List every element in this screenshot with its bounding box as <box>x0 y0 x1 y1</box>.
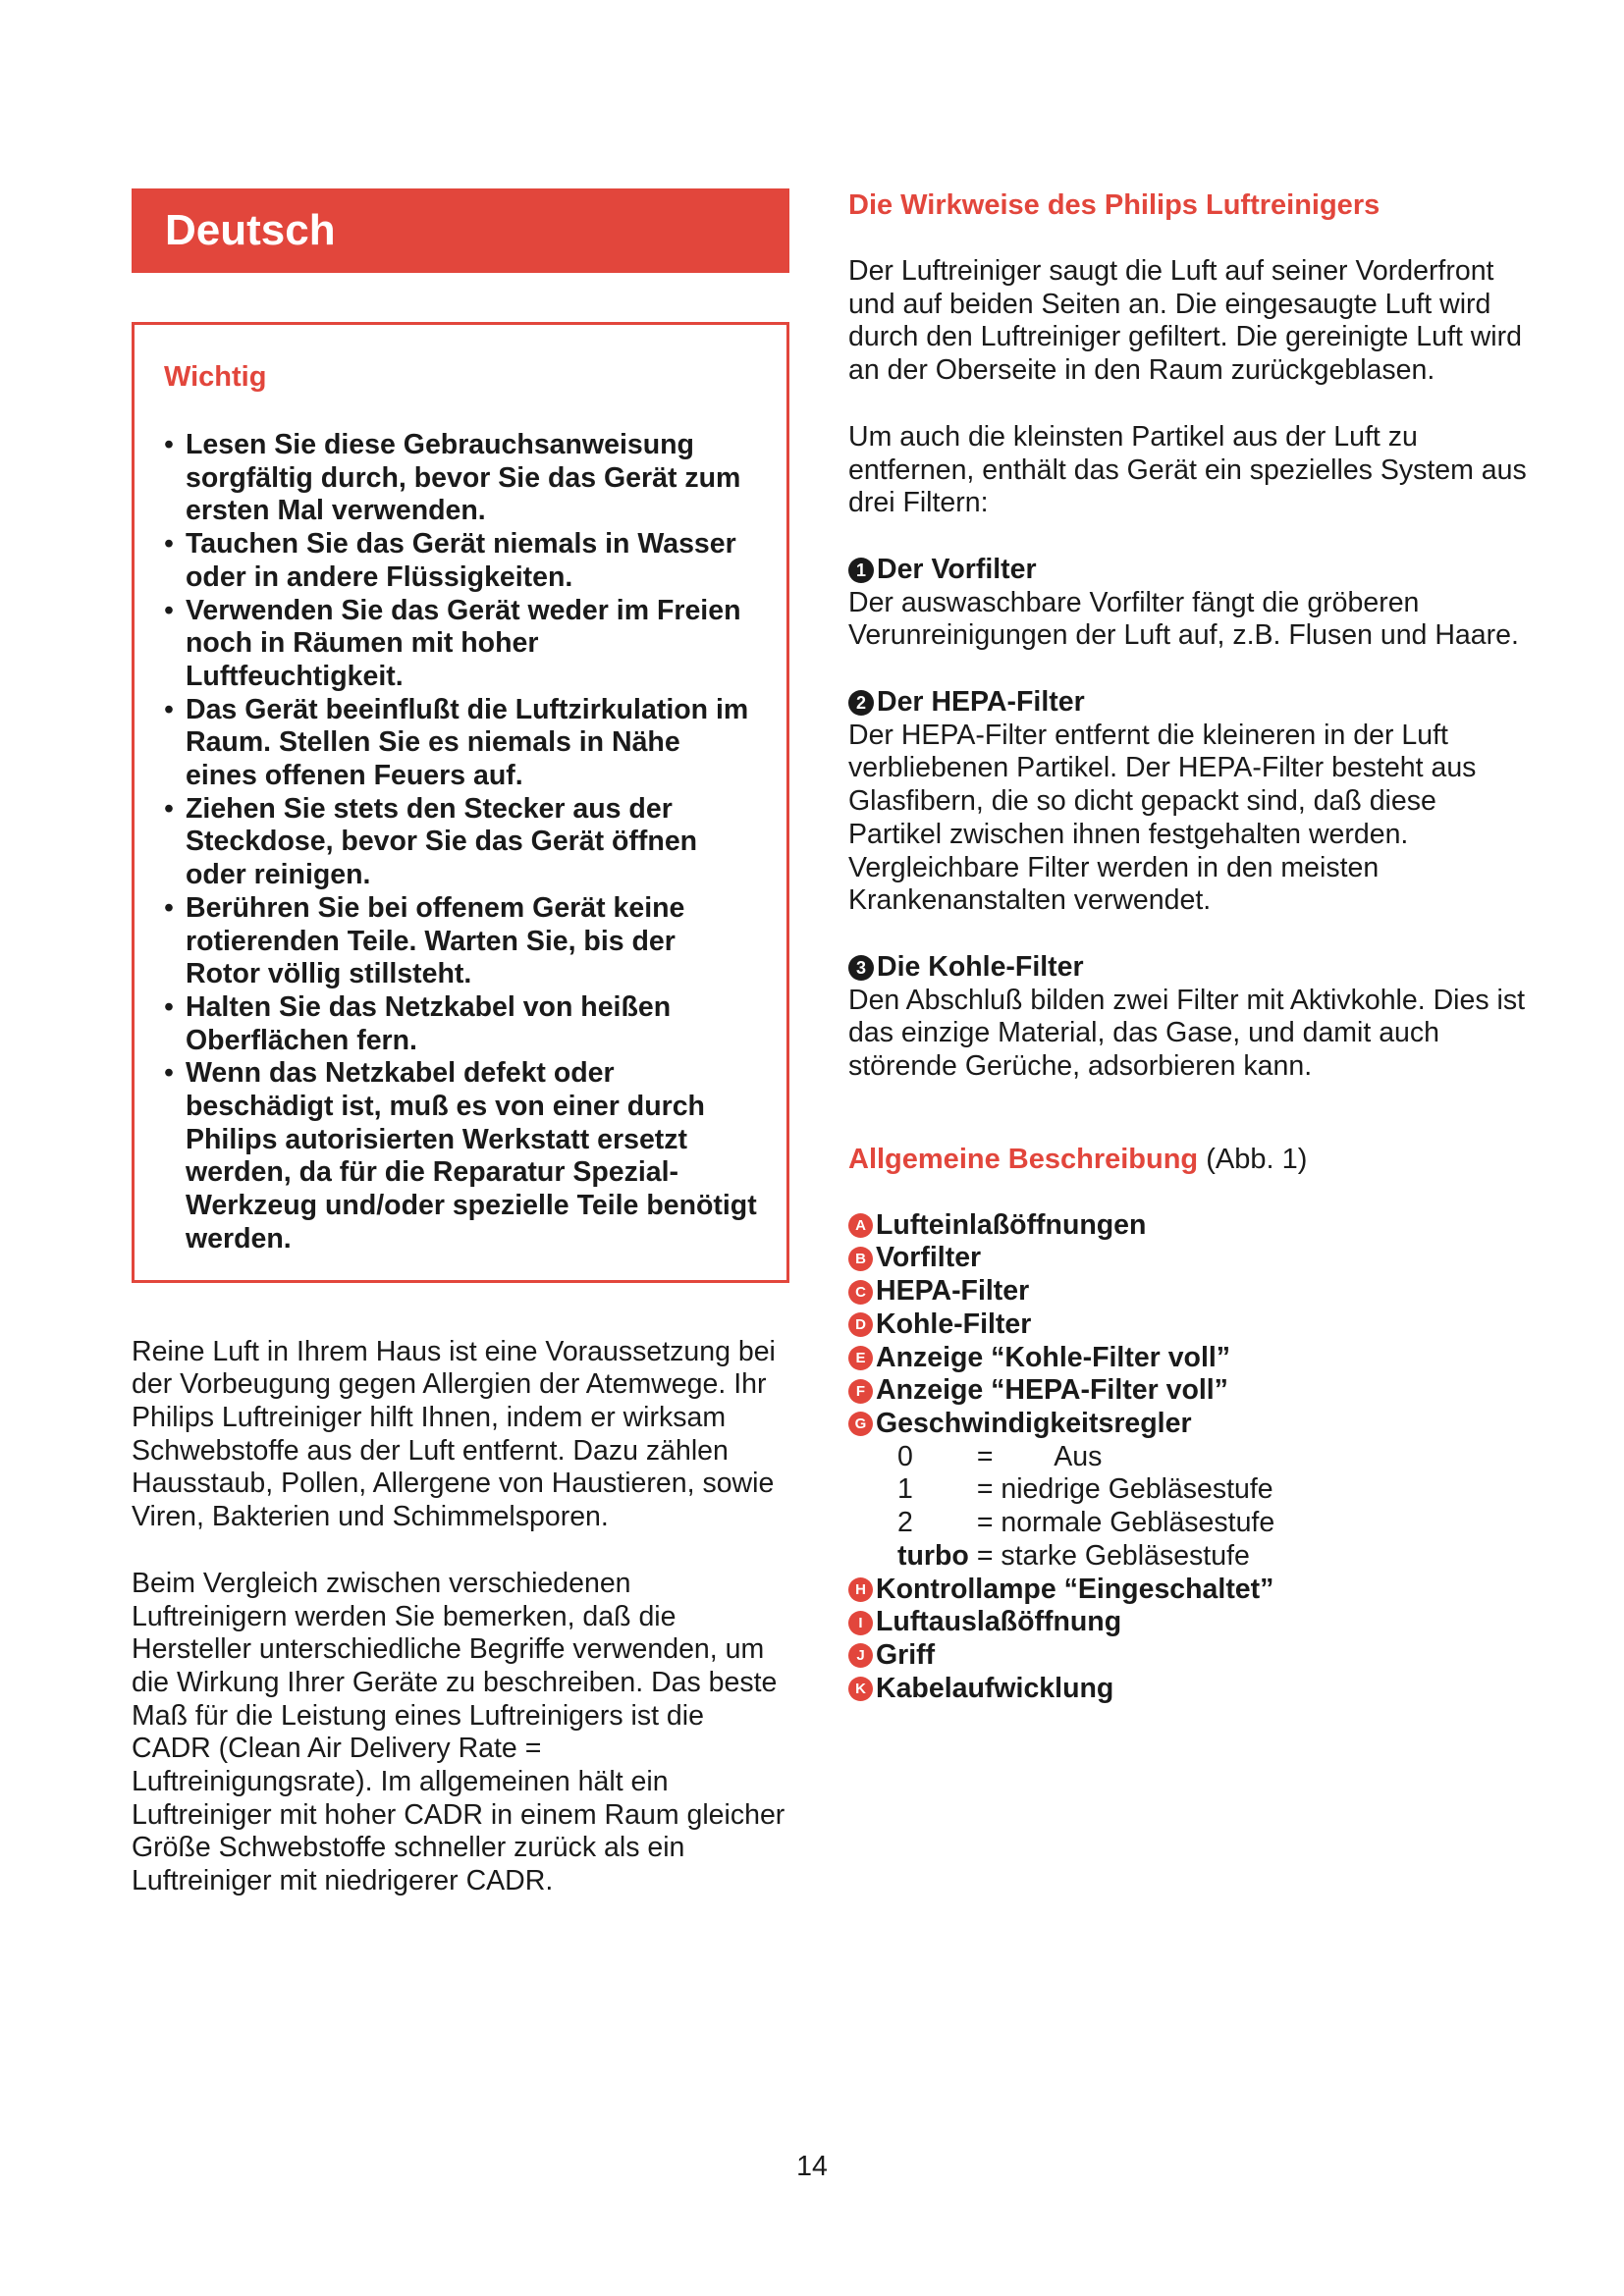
general-description-heading <box>848 1143 1536 1176</box>
part-item <box>848 1242 1536 1275</box>
warning-item: • Verwenden Sie das Gerät weder im Freien noch in Räumen mit hoher Luftfeuchtigkeit. <box>164 595 757 694</box>
part-item <box>848 1574 1536 1607</box>
filter-name: Die Kohle-Filter <box>877 950 1084 983</box>
part-label: Kontrollampe “Eingeschaltet” <box>876 1573 1274 1605</box>
warning-item: • Halten Sie das Netzkabel von heißen Oberflächen fern. <box>164 991 757 1057</box>
filter-prefilter <box>848 554 1536 653</box>
letter-g-icon: G <box>848 1412 873 1436</box>
letter-d-icon: D <box>848 1312 873 1337</box>
letter-c-icon: C <box>848 1280 873 1305</box>
filter-title <box>848 686 1536 720</box>
warning-item: • Lesen Sie diese Gebrauchsanweisung sorgfältig durch, bevor Sie das Gerät zum ersten Mal verwenden. <box>164 429 757 528</box>
filter-title <box>848 951 1536 985</box>
letter-b-icon: B <box>848 1247 873 1271</box>
speed-key: 1 <box>897 1473 913 1506</box>
warning-item: • Tauchen Sie das Gerät niemals in Wasser oder in andere Flüssigkeiten. <box>164 528 757 594</box>
number-3-icon: 3 <box>848 955 874 981</box>
intro-paragraph: Reine Luft in Ihrem Haus ist eine Voraussetzung bei der Vorbeugung gegen Allergien der Atemwege. Ihr Philips Luftreiniger hilft Ihnen, indem er wirksam Schwebstoffe aus der Luft entfernt. Dazu zählen Hausstaub, Pollen, Allergene von Haustieren, sowie Viren, Bakterien und Schimmelsporen. <box>132 1335 776 1533</box>
filter-description: Der HEPA-Filter entfernt die kleineren in der Luft verbliebenen Partikel. Der HEPA-Filter besteht aus Glasfibern, die so dicht gepackt sind, daß diese Partikel zwischen ihnen festgehalten werden. Vergleichbare Filter werden in den meisten Krankenanstalten verwendet. <box>848 719 1477 917</box>
important-notice-box <box>132 322 789 1283</box>
filter-title <box>848 554 1536 587</box>
part-label: Kohle-Filter <box>876 1308 1032 1340</box>
parts-list <box>848 1209 1536 1441</box>
page-number: 14 <box>796 2151 828 2182</box>
number-2-icon: 2 <box>848 690 874 716</box>
letter-e-icon: E <box>848 1346 873 1370</box>
filter-description: Den Abschluß bilden zwei Filter mit Aktivkohle. Dies ist das einzige Material, das Gase, und damit auch störende Gerüche, adsorbieren kann. <box>848 984 1526 1083</box>
letter-h-icon: H <box>848 1577 873 1602</box>
cadr-paragraph: Beim Vergleich zwischen verschiedenen Luftreinigern werden Sie bemerken, daß die Hersteller unterschiedliche Begriffe verwenden, um die Wirkung Ihrer Geräte zu beschreiben. Das beste Maß für die Leistung eines Luftreinigers ist die CADR (Clean Air Delivery Rate = Luftreinigungsrate). Im allgemeinen hält ein Luftreiniger mit hoher CADR in einem Raum gleicher Größe Schwebstoffe schneller zurück als ein Luftreiniger mit niedrigerer CADR. <box>132 1567 785 1897</box>
part-item <box>848 1209 1536 1243</box>
right-column <box>848 188 1536 1705</box>
filter-system-paragraph: Um auch die kleinsten Partikel aus der Luft zu entfernen, enthält das Gerät ein spezielles System aus drei Filtern: <box>848 420 1527 519</box>
part-item <box>848 1606 1536 1639</box>
part-label: Kabelaufwicklung <box>876 1672 1114 1704</box>
speed-row <box>897 1473 1274 1507</box>
speed-text: = Aus <box>976 1440 1103 1472</box>
part-label: HEPA-Filter <box>876 1275 1030 1308</box>
how-it-works-heading: Die Wirkweise des Philips Luftreinigers <box>848 189 1380 221</box>
part-item <box>848 1275 1536 1308</box>
speed-row <box>897 1540 1274 1574</box>
part-label: Vorfilter <box>876 1242 982 1274</box>
part-label: Luftauslaßöffnung <box>876 1606 1122 1638</box>
warning-item: • Ziehen Sie stets den Stecker aus der Steckdose, bevor Sie das Gerät öffnen oder reinigen. <box>164 793 757 892</box>
letter-k-icon: K <box>848 1677 873 1701</box>
part-label: Griff <box>876 1638 936 1671</box>
part-item <box>848 1408 1536 1441</box>
speed-row <box>897 1507 1274 1540</box>
speed-row <box>897 1441 1274 1474</box>
letter-j-icon: J <box>848 1643 873 1668</box>
important-heading: Wichtig <box>164 361 267 393</box>
speed-key: 0 <box>897 1440 913 1472</box>
part-item <box>848 1374 1536 1408</box>
speed-key: 2 <box>897 1507 913 1539</box>
general-description-title: Allgemeine Beschreibung <box>848 1143 1199 1175</box>
parts-list-continued <box>848 1574 1536 1706</box>
filter-description: Der auswaschbare Vorfilter fängt die gröberen Verunreinigungen der Luft auf, z.B. Flusen und Haare. <box>848 586 1519 652</box>
part-label: Geschwindigkeitsregler <box>876 1407 1192 1439</box>
figure-reference: (Abb. 1) <box>1206 1143 1308 1175</box>
speed-text: = normale Gebläsestufe <box>976 1507 1275 1539</box>
filter-hepa <box>848 686 1536 918</box>
filter-name: Der HEPA-Filter <box>877 686 1085 719</box>
part-label: Anzeige “HEPA-Filter voll” <box>876 1374 1228 1407</box>
speed-settings-table <box>897 1441 1274 1574</box>
left-column <box>132 188 789 1898</box>
letter-i-icon: I <box>848 1611 873 1635</box>
part-label: Anzeige “Kohle-Filter voll” <box>876 1341 1231 1373</box>
warning-item: • Berühren Sie bei offenem Gerät keine rotierenden Teile. Warten Sie, bis der Rotor völlig stillsteht. <box>164 892 757 991</box>
warning-list <box>164 429 757 1256</box>
speed-text: = starke Gebläsestufe <box>976 1539 1250 1572</box>
part-item <box>848 1673 1536 1706</box>
part-item <box>848 1308 1536 1342</box>
number-1-icon: 1 <box>848 558 874 583</box>
how-it-works-paragraph: Der Luftreiniger saugt die Luft auf seiner Vorderfront und auf beiden Seiten an. Die eingesaugte Luft wird durch den Luftreiniger gefiltert. Die gereinigte Luft wird an der Oberseite in den Raum zurückgeblasen. <box>848 255 1522 387</box>
part-item <box>848 1639 1536 1673</box>
warning-item: • Wenn das Netzkabel defekt oder beschädigt ist, muß es von einer durch Philips autorisierten Werkstatt ersetzt werden, da für die Reparatur Spezial-Werkzeug und/oder spezielle Teile benötigt werden. <box>164 1057 757 1255</box>
speed-key: turbo <box>897 1539 969 1572</box>
speed-text: = niedrige Gebläsestufe <box>976 1473 1273 1506</box>
part-item <box>848 1342 1536 1375</box>
part-label: Lufteinlaßöffnungen <box>876 1208 1147 1241</box>
filter-name: Der Vorfilter <box>877 553 1037 585</box>
filter-carbon <box>848 951 1536 1084</box>
warning-item: • Das Gerät beeinflußt die Luftzirkulation im Raum. Stellen Sie es niemals in Nähe eines offenen Feuers auf. <box>164 694 757 793</box>
letter-f-icon: F <box>848 1379 873 1404</box>
letter-a-icon: A <box>848 1213 873 1238</box>
language-banner: Deutsch <box>132 188 789 273</box>
